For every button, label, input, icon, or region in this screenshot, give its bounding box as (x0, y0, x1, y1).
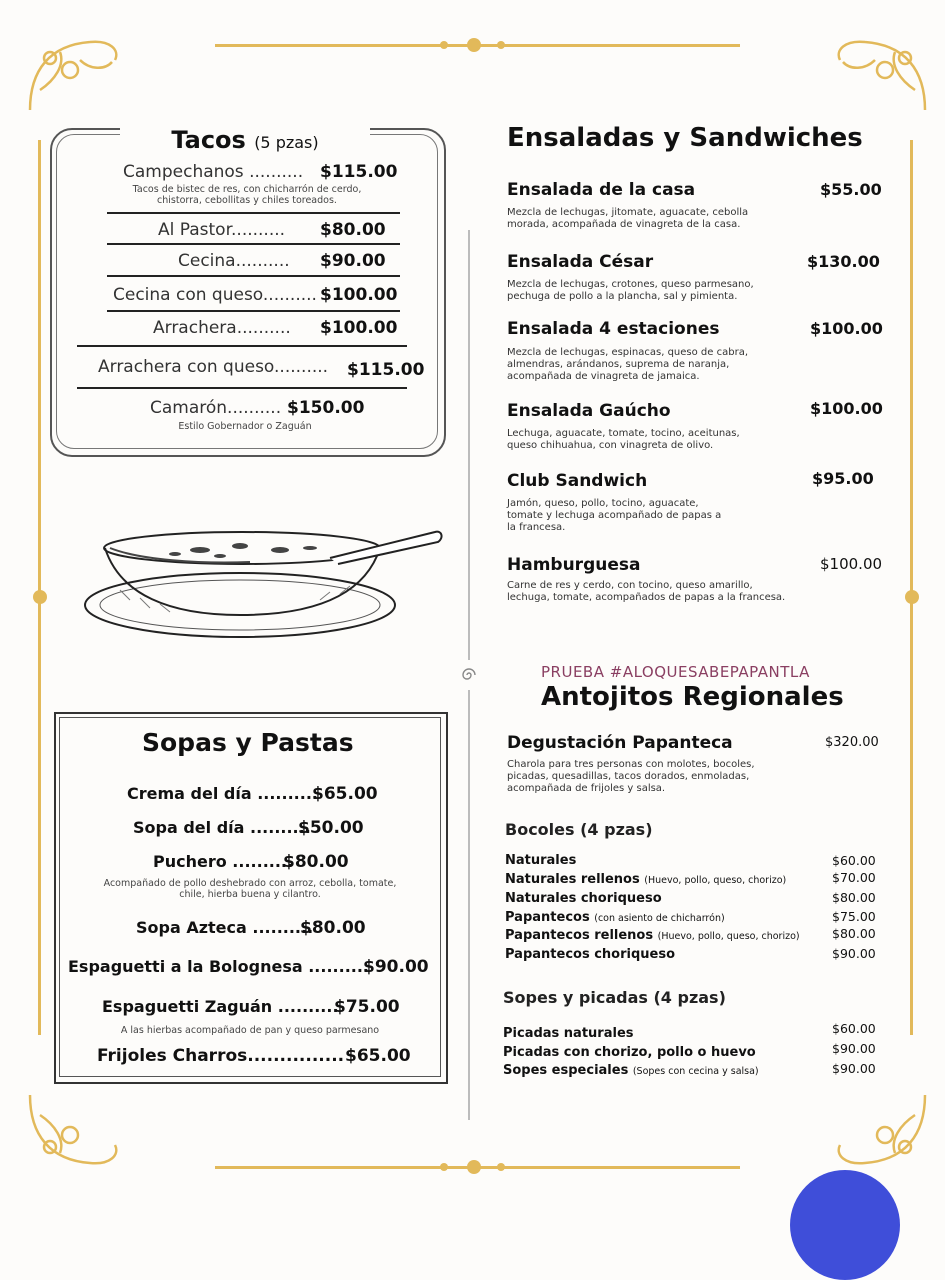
tacos-item-name: Arrachera con queso.......... (98, 357, 329, 377)
tacos-separator (107, 243, 400, 245)
tacos-separator (107, 310, 400, 312)
sopas-item-price: $75.00 (334, 997, 400, 1017)
bocoles-item-note: (con asiento de chicharrón) (594, 913, 725, 924)
bocoles-item-price: $80.00 (832, 890, 876, 905)
bocoles-item (505, 891, 662, 906)
sopes-item (503, 1045, 756, 1060)
bocoles-item (505, 928, 800, 943)
tacos-item-desc: Tacos de bistec de res, con chicharrón de cerdo, chistorra, cebollitas y chiles toreados. (132, 184, 362, 206)
tacos-item-name: Arrachera.......... (153, 318, 291, 338)
ensalada-item-price: $100.00 (810, 399, 883, 418)
bocoles-item-name: Naturales choriqueso (505, 891, 662, 906)
tacos-item-price: $115.00 (347, 360, 425, 380)
sopes-item-price: $90.00 (832, 1041, 876, 1056)
tacos-item-name: Campechanos .......... (123, 162, 304, 182)
bocoles-item-price: $70.00 (832, 870, 876, 885)
sopes-item-price: $60.00 (832, 1021, 876, 1036)
blue-corner-circle[interactable] (790, 1170, 900, 1280)
ensalada-item-price: $100.00 (820, 555, 883, 573)
sopes-item-price: $90.00 (832, 1061, 876, 1076)
bocoles-item-note: (Huevo, pollo, queso, chorizo) (644, 875, 787, 886)
sopes-item-name: Picadas naturales (503, 1026, 634, 1041)
bocoles-item-name: Papantecos rellenos (505, 928, 654, 943)
sopas-title: Sopas y Pastas (142, 728, 354, 757)
bocoles-item-price: $90.00 (832, 946, 876, 961)
sopas-item-name: Sopa Azteca .......... (136, 918, 314, 937)
tacos-separator (107, 212, 400, 214)
flourish-top-left-icon (20, 30, 130, 120)
bottom-ornament-center (467, 1160, 481, 1174)
left-border-line (38, 140, 41, 1035)
tacos-separator (107, 275, 400, 277)
tacos-separator (77, 387, 407, 389)
flourish-top-right-icon (825, 30, 935, 120)
sopas-item-name: Sopa del día .......... (133, 818, 311, 837)
top-ornament-center (467, 38, 481, 52)
sopas-item-price: $90.00 (363, 957, 429, 977)
column-divider-bottom (468, 690, 470, 1120)
top-ornament-dot-left (440, 41, 448, 49)
ensalada-item-price: $100.00 (810, 319, 883, 338)
ensalada-item-name: Ensalada de la casa (507, 180, 696, 200)
bocoles-item-name: Naturales (505, 853, 577, 868)
ensalada-item-name: Club Sandwich (507, 471, 648, 491)
ensalada-item-name: Ensalada Gaúcho (507, 401, 671, 421)
soup-bowl-illustration (80, 520, 450, 650)
sopes-title: Sopes y picadas (4 pzas) (503, 988, 726, 1007)
tacos-item-name: Cecina con queso.......... (113, 285, 317, 305)
ensalada-item-desc: Jamón, queso, pollo, tocino, aguacate, tomate y lechuga acompañado de papas a la francesa. (507, 498, 722, 533)
tacos-item-name: Camarón.......... (150, 398, 282, 418)
degustacion-price: $320.00 (825, 735, 879, 750)
sopas-item-price: $65.00 (345, 1046, 411, 1066)
bocoles-item-name: Naturales rellenos (505, 872, 640, 887)
ensalada-item-name: Ensalada César (507, 252, 654, 272)
top-ornament-dot-right (497, 41, 505, 49)
antojitos-hashtag: PRUEBA #ALOQUESABEPAPANTLA (541, 663, 810, 681)
sopas-item-desc: Acompañado de pollo deshebrado con arroz, cebolla, tomate, chile, hierba buena y cilantro. (103, 878, 397, 900)
tacos-item-price: $100.00 (320, 285, 398, 305)
bocoles-item (505, 947, 675, 962)
bocoles-item-name: Papantecos choriqueso (505, 947, 676, 962)
flourish-bottom-right-icon (825, 1085, 935, 1180)
bocoles-item-price: $60.00 (832, 853, 876, 868)
degustacion-name: Degustación Papanteca (507, 733, 733, 753)
sopas-item-desc: A las hierbas acompañado de pan y queso parmesano (120, 1025, 380, 1036)
bocoles-item-note: (Huevo, pollo, queso, chorizo) (657, 931, 800, 942)
sopes-item-note: (Sopes con cecina y salsa) (632, 1066, 759, 1077)
tacos-item-price: $80.00 (320, 220, 386, 240)
tacos-subtitle: (5 pzas) (254, 133, 319, 152)
tacos-item-name: Cecina.......... (178, 251, 290, 271)
sopes-item (503, 1026, 634, 1041)
bocoles-item (505, 853, 576, 868)
tacos-title-text: Tacos (171, 126, 246, 154)
bocoles-item-name: Papantecos (505, 910, 590, 925)
sopas-item-price: $65.00 (312, 784, 378, 804)
bocoles-item (505, 910, 725, 925)
ensalada-item-price: $55.00 (820, 180, 882, 199)
bocoles-item-price: $80.00 (832, 926, 876, 941)
ensalada-item-name: Hamburguesa (507, 555, 641, 575)
tacos-item-name: Al Pastor.......... (158, 220, 286, 240)
divider-swirl-icon (460, 666, 478, 684)
bottom-ornament-dot-left (440, 1163, 448, 1171)
right-border-ornament (905, 590, 919, 604)
ensaladas-title: Ensaladas y Sandwiches (507, 123, 863, 153)
sopas-item-name: Espaguetti a la Bolognesa .......... (68, 957, 369, 976)
right-border-line (910, 140, 913, 1035)
ensalada-item-desc: Mezcla de lechugas, jitomate, aguacate, cebolla morada, acompañada de vinagreta de la casa. (507, 207, 749, 230)
antojitos-title: Antojitos Regionales (541, 682, 844, 712)
sopes-item-name: Picadas con chorizo, pollo o huevo (503, 1045, 756, 1060)
tacos-item-price: $100.00 (320, 318, 398, 338)
ensalada-item-desc: Carne de res y cerdo, con tocino, queso amarillo, lechuga, tomate, acompañados de papas a la francesa. (507, 580, 786, 603)
tacos-item-price: $115.00 (320, 162, 398, 182)
degustacion-desc: Charola para tres personas con molotes, bocoles, picadas, quesadillas, tacos dorados, enmoladas, acompañada de frijoles y salsa. (507, 759, 755, 794)
ensalada-item-price: $95.00 (812, 469, 874, 488)
tacos-item-price: $90.00 (320, 251, 386, 271)
ensalada-item-name: Ensalada 4 estaciones (507, 319, 720, 339)
column-divider-top (468, 230, 470, 660)
flourish-bottom-left-icon (20, 1085, 130, 1180)
ensalada-item-desc: Mezcla de lechugas, crotones, queso parmesano, pechuga de pollo a la plancha, sal y pimienta. (507, 279, 754, 302)
ensalada-item-desc: Lechuga, aguacate, tomate, tocino, aceitunas, queso chihuahua, con vinagreta de olivo. (507, 428, 740, 451)
sopas-item-price: $80.00 (300, 918, 366, 938)
bottom-ornament-dot-right (497, 1163, 505, 1171)
left-border-ornament (33, 590, 47, 604)
sopas-item-name: Espaguetti Zaguán .......... (102, 997, 339, 1016)
sopas-item-price: $80.00 (283, 852, 349, 872)
sopas-item-price: $50.00 (298, 818, 364, 838)
sopas-item-name: Puchero .......... (153, 852, 294, 871)
sopas-item-name: Frijoles Charros............... (97, 1046, 345, 1066)
tacos-separator (77, 345, 407, 347)
tacos-item-price: $150.00 (287, 398, 365, 418)
ensalada-item-price: $130.00 (807, 252, 880, 271)
bocoles-item-price: $75.00 (832, 909, 876, 924)
ensalada-item-desc: Mezcla de lechugas, espinacas, queso de cabra, almendras, arándanos, suprema de naranja, acompañada de vinagreta de jamaica. (507, 347, 749, 382)
sopes-item-name: Sopes especiales (503, 1063, 629, 1078)
bocoles-item (505, 872, 786, 887)
bocoles-title: Bocoles (4 pzas) (505, 820, 653, 839)
tacos-title (120, 126, 370, 154)
sopes-item (503, 1063, 759, 1078)
tacos-item-desc: Estilo Gobernador o Zaguán (178, 421, 312, 432)
sopas-item-name: Crema del día .......... (127, 784, 318, 803)
